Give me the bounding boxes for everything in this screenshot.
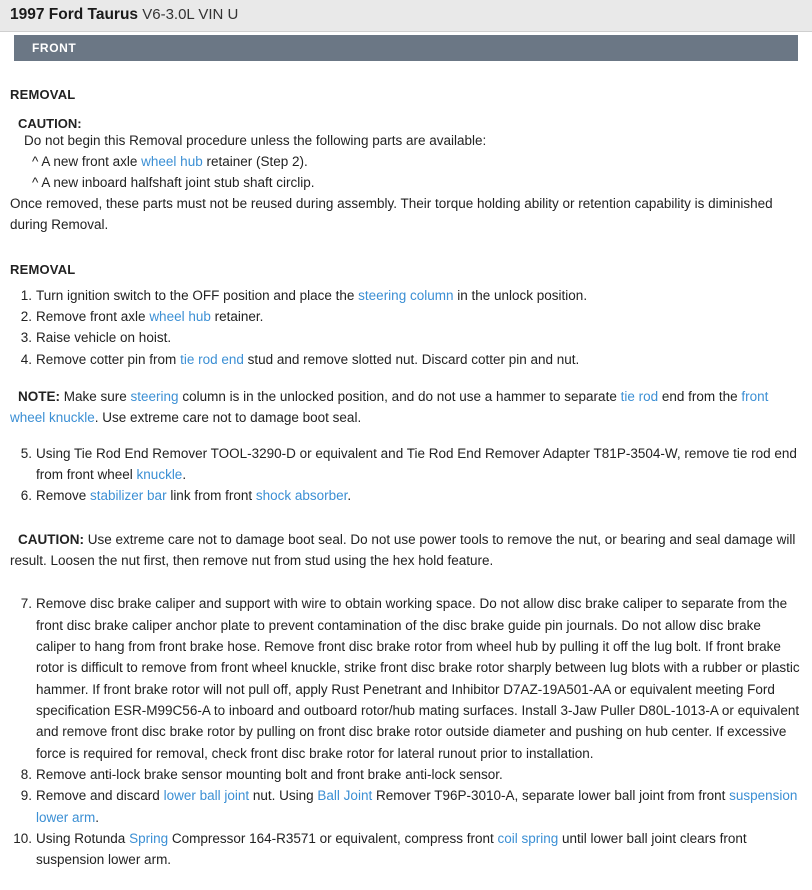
- link-coil-spring[interactable]: coil spring: [497, 830, 559, 846]
- step-text-pre: Remove front axle: [36, 308, 150, 324]
- link-tie-rod[interactable]: tie rod: [620, 388, 659, 404]
- vehicle-name: 1997 Ford Taurus: [10, 6, 139, 23]
- step9-text-mid: nut. Using: [249, 788, 318, 804]
- caution-block-1: [10, 116, 800, 236]
- step-number: 9.: [20, 788, 32, 804]
- note-text-2: column is in the unlocked position, and do not use a hammer to separate: [178, 388, 621, 404]
- step-text-post: stud and remove slotted nut. Discard cotter pin and nut.: [243, 351, 580, 367]
- steps-list-3: [10, 593, 800, 870]
- caution-label-2: CAUTION:: [18, 531, 84, 547]
- step6-text-mid: link from front: [166, 488, 256, 504]
- step9-text-post: .: [95, 809, 100, 825]
- link-shock-absorber[interactable]: shock absorber: [255, 488, 348, 504]
- step6-text-pre: Remove: [36, 488, 91, 504]
- step-text-pre: Raise vehicle on hoist.: [36, 330, 172, 346]
- list-item: [10, 828, 800, 871]
- link-stabilizer-bar[interactable]: stabilizer bar: [90, 488, 167, 504]
- link-spring[interactable]: Spring: [129, 830, 169, 846]
- caution-label-1: CAUTION:: [18, 116, 82, 131]
- section-band-front: FRONT: [14, 35, 798, 61]
- step-number: 2.: [20, 308, 32, 324]
- caution-block-2: [10, 529, 800, 572]
- note-block-1: [10, 386, 800, 429]
- link-suspension-lower-arm[interactable]: suspension lower arm: [36, 788, 798, 825]
- vehicle-title-bar: [0, 0, 812, 32]
- engine-spec: V6-3.0L VIN U: [142, 6, 239, 23]
- list-item: [10, 443, 800, 486]
- step5-text-pre: Using Tie Rod End Remover TOOL-3290-D or equivalent and Tie Rod End Remover Adapter T81P-3504-W, remove tie rod end from front wheel: [36, 445, 797, 482]
- step-text-post: in the unlock position.: [453, 287, 588, 303]
- list-item: [10, 349, 800, 370]
- caution-bullet-1-pre: ^ A new front axle: [32, 153, 142, 169]
- list-item: [10, 306, 800, 327]
- link-tie-rod-end[interactable]: tie rod end: [180, 351, 244, 367]
- caution-bullet-2: ^ A new inboard halfshaft joint stub shaft circlip.: [32, 174, 315, 190]
- caution-bullet-1-post: retainer (Step 2).: [202, 153, 308, 169]
- step-number: 3.: [20, 330, 32, 346]
- step-text-post: retainer.: [210, 308, 264, 324]
- step6-text-post: .: [347, 488, 352, 504]
- step9-text-mid2: Remover T96P-3010-A, separate lower ball joint from front: [372, 788, 730, 804]
- steps-list-1: [10, 285, 800, 370]
- step-number: 10.: [13, 830, 32, 846]
- document-content: [0, 87, 812, 870]
- step-number: 1.: [20, 287, 32, 303]
- list-item: [10, 327, 800, 348]
- step10-text-mid: Compressor 164-R3571 or equivalent, compress front: [168, 830, 498, 846]
- link-steering-column[interactable]: steering column: [358, 287, 454, 303]
- step5-text-post: .: [182, 466, 187, 482]
- caution-tail-1: Once removed, these parts must not be reused during assembly. Their torque holding ability or retention capability is diminished during Removal.: [10, 195, 773, 232]
- link-steering[interactable]: steering: [130, 388, 179, 404]
- heading-removal-2: REMOVAL: [10, 261, 76, 277]
- step10-text-post: until lower ball joint clears front suspension lower arm.: [36, 830, 747, 868]
- link-wheel-hub-2[interactable]: wheel hub: [149, 308, 211, 324]
- link-wheel-hub-1[interactable]: wheel hub: [141, 153, 203, 169]
- step10-text-pre: Using Rotunda: [36, 830, 130, 846]
- note-text-3: end from the: [658, 388, 742, 404]
- link-ball-joint[interactable]: Ball Joint: [317, 788, 373, 804]
- note-label: NOTE:: [18, 388, 60, 404]
- step-number: 8.: [20, 766, 32, 782]
- step8-text: Remove anti-lock brake sensor mounting bolt and front brake anti-lock sensor.: [36, 766, 503, 782]
- step7-text: Remove disc brake caliper and support with wire to obtain working space. Do not allow disc brake caliper to separate from the front disc brake caliper anchor plate to prevent contamination of the disc brake guide pin journals. Do not allow disc brake caliper to hang from front brake hose. Remove front disc brake rotor from wheel hub by pulling it off the lug bolt. If front brake rotor is difficult to remove from front wheel knuckle, strike front disc brake rotor sharply between lug blots with a rubber or plastic hammer. If front brake rotor will not pull off, apply Rust Penetrant and Inhibitor D7AZ-19A501-AA or equivalent meeting Ford specification ESR-M99C56-A to inboard and outboard rotor/hub mating surfaces. Install 3-Jaw Puller D80L-1013-A or equivalent and remove front disc brake rotor by pulling on front disc brake rotor outside diameter and pushing on hub center. If excessive force is required for removal, check front disc brake rotor for lateral runout prior to installation.: [36, 596, 800, 761]
- list-item: [10, 485, 800, 506]
- list-item: [10, 785, 800, 828]
- steps-list-2: [10, 443, 800, 507]
- link-front-wheel-knuckle[interactable]: front wheel knuckle: [10, 388, 769, 426]
- step9-text-pre: Remove and discard: [36, 788, 164, 804]
- caution-bullet-1: [32, 152, 800, 173]
- step-number: 4.: [20, 351, 32, 367]
- link-knuckle[interactable]: knuckle: [136, 466, 183, 482]
- list-item: [10, 285, 800, 306]
- step-number: 6.: [20, 488, 32, 504]
- caution-line-1: Do not begin this Removal procedure unless the following parts are available:: [24, 133, 487, 148]
- caution-text-2: Use extreme care not to damage boot seal. Do not use power tools to remove the nut, or bearing and seal damage will result. Loosen the nut first, then remove nut from stud using the hex hold feature.: [10, 531, 796, 568]
- list-item: [10, 593, 800, 764]
- note-text-4: . Use extreme care not to damage boot seal.: [94, 410, 362, 426]
- step-text-pre: Turn ignition switch to the OFF position and place the: [36, 287, 359, 303]
- step-number: 7.: [20, 596, 32, 612]
- link-lower-ball-joint[interactable]: lower ball joint: [163, 788, 250, 804]
- step-text-pre: Remove cotter pin from: [36, 351, 181, 367]
- list-item: [10, 764, 800, 785]
- step-number: 5.: [20, 445, 32, 461]
- note-text-1: Make sure: [60, 388, 131, 404]
- heading-removal-1: REMOVAL: [10, 87, 76, 102]
